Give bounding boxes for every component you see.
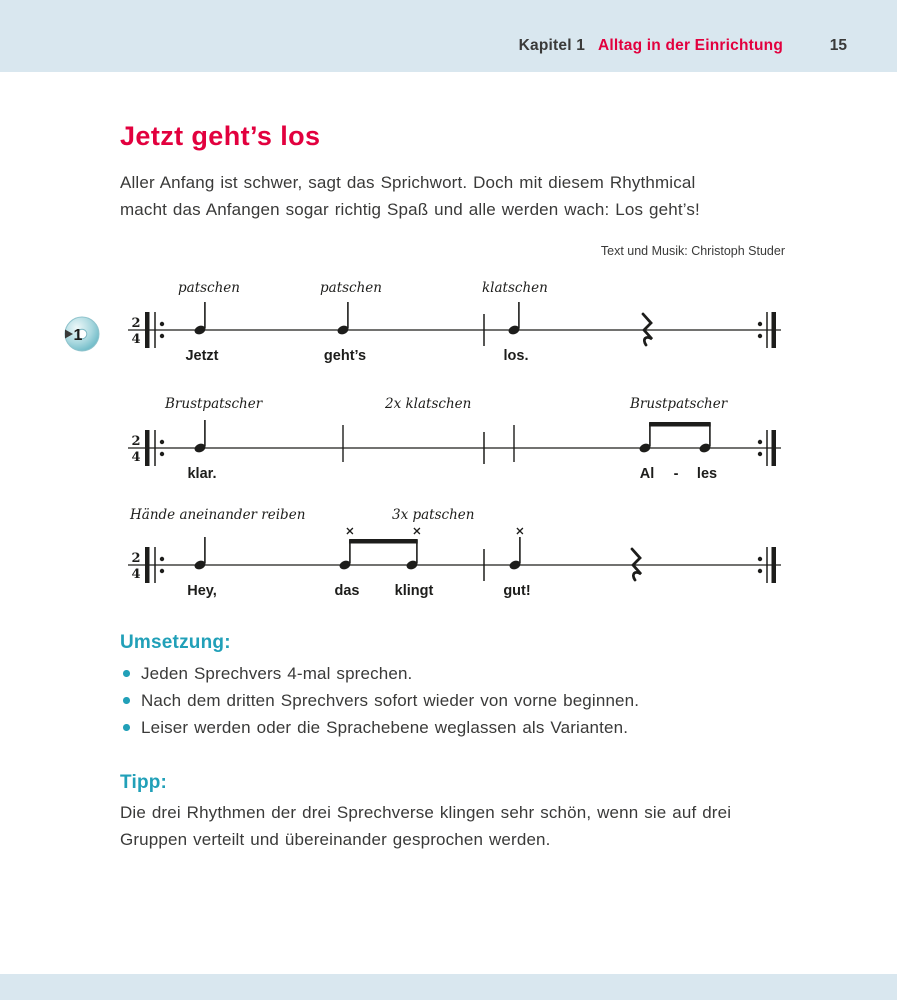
quarter-note bbox=[508, 537, 521, 571]
gesture-label: 2x klatschen bbox=[385, 396, 472, 412]
quarter-note bbox=[193, 537, 206, 571]
tipp-line-2: Gruppen verteilt und übereinander gesprochen werden. bbox=[120, 829, 551, 849]
list-item bbox=[120, 660, 639, 687]
lyric: Al bbox=[639, 466, 655, 482]
time-signature bbox=[131, 551, 140, 582]
svg-text:2: 2 bbox=[131, 551, 141, 566]
lyric: geht’s bbox=[323, 348, 367, 364]
intro-line-1: Aller Anfang ist schwer, sagt das Sprichwort. Doch mit diesem Rhythmical bbox=[120, 173, 696, 192]
header-band bbox=[0, 0, 897, 72]
svg-text:4: 4 bbox=[131, 332, 141, 347]
rhythm-line-2 bbox=[115, 386, 795, 506]
quarter-note bbox=[336, 302, 349, 336]
running-header bbox=[519, 37, 783, 55]
gesture-label: Brustpatscher bbox=[165, 396, 263, 412]
bullet-icon bbox=[123, 697, 130, 704]
gesture-label: Brustpatscher bbox=[630, 396, 728, 412]
svg-text:4: 4 bbox=[131, 567, 141, 582]
umsetzung-heading: Umsetzung: bbox=[120, 632, 231, 653]
lyric: los. bbox=[503, 348, 529, 364]
gesture-label: patschen bbox=[320, 280, 382, 296]
cd-track-number: 1 bbox=[73, 327, 83, 344]
tipp-paragraph bbox=[120, 800, 731, 853]
bullet-icon bbox=[123, 724, 130, 731]
page-number: 15 bbox=[829, 37, 847, 54]
lyric: gut! bbox=[503, 583, 531, 599]
svg-text:2: 2 bbox=[131, 434, 141, 449]
time-signature bbox=[131, 316, 140, 347]
eighth-note-pair bbox=[338, 539, 418, 571]
quarter-note bbox=[507, 302, 520, 336]
chapter-label: Kapitel 1 bbox=[518, 37, 586, 54]
time-signature bbox=[131, 434, 140, 465]
list-item bbox=[120, 714, 639, 741]
credit-line: Text und Musik: Christoph Studer bbox=[600, 244, 785, 258]
tipp-heading: Tipp: bbox=[120, 772, 168, 793]
bullet-text: Nach dem dritten Sprechvers sofort wieder von vorne beginnen. bbox=[141, 691, 640, 710]
rhythm-line-1 bbox=[115, 268, 795, 388]
cd-disc-icon bbox=[60, 313, 104, 355]
lyric: klar. bbox=[187, 466, 217, 482]
lyric: les bbox=[696, 466, 718, 482]
rhythm-line-3 bbox=[115, 503, 795, 623]
cd-track-icon bbox=[60, 313, 104, 355]
bullet-icon bbox=[123, 670, 130, 677]
chapter-title: Alltag in der Einrichtung bbox=[598, 37, 783, 54]
list-item bbox=[120, 687, 639, 714]
staff-notation-1 bbox=[115, 282, 795, 354]
staff-notation-3 bbox=[115, 517, 795, 589]
lyric: Hey, bbox=[187, 583, 217, 599]
spacer bbox=[590, 37, 595, 54]
gesture-label: patschen bbox=[178, 280, 240, 296]
lyric: das bbox=[334, 583, 360, 599]
lyric: Jetzt bbox=[185, 348, 219, 364]
umsetzung-list bbox=[120, 660, 639, 741]
x-mark-icon bbox=[347, 528, 420, 534]
bullet-text: Leiser werden oder die Sprachebene weglassen als Varianten. bbox=[141, 718, 629, 737]
gesture-label: klatschen bbox=[482, 280, 548, 296]
quarter-note bbox=[193, 302, 206, 336]
gesture-label: 3x patschen bbox=[392, 507, 475, 523]
gesture-label: Hände aneinander reiben bbox=[130, 507, 306, 523]
footer-band bbox=[0, 974, 897, 1000]
svg-text:4: 4 bbox=[131, 450, 141, 465]
bullet-text: Jeden Sprechvers 4-mal sprechen. bbox=[141, 664, 413, 683]
quarter-note bbox=[193, 420, 206, 454]
eighth-note-pair bbox=[638, 422, 711, 454]
staff-notation-2 bbox=[115, 400, 795, 472]
intro-paragraph bbox=[120, 170, 700, 223]
tipp-line-1: Die drei Rhythmen der drei Sprechverse klingen sehr schön, wenn sie auf drei bbox=[120, 803, 732, 822]
svg-text:2: 2 bbox=[131, 316, 141, 331]
lyric: - bbox=[673, 466, 679, 482]
page-title: Jetzt geht’s los bbox=[120, 121, 321, 151]
x-mark-icon bbox=[517, 528, 523, 534]
lyric: klingt bbox=[394, 583, 434, 599]
intro-line-2: macht das Anfangen sogar richtig Spaß und alle werden wach: Los geht’s! bbox=[120, 199, 700, 219]
